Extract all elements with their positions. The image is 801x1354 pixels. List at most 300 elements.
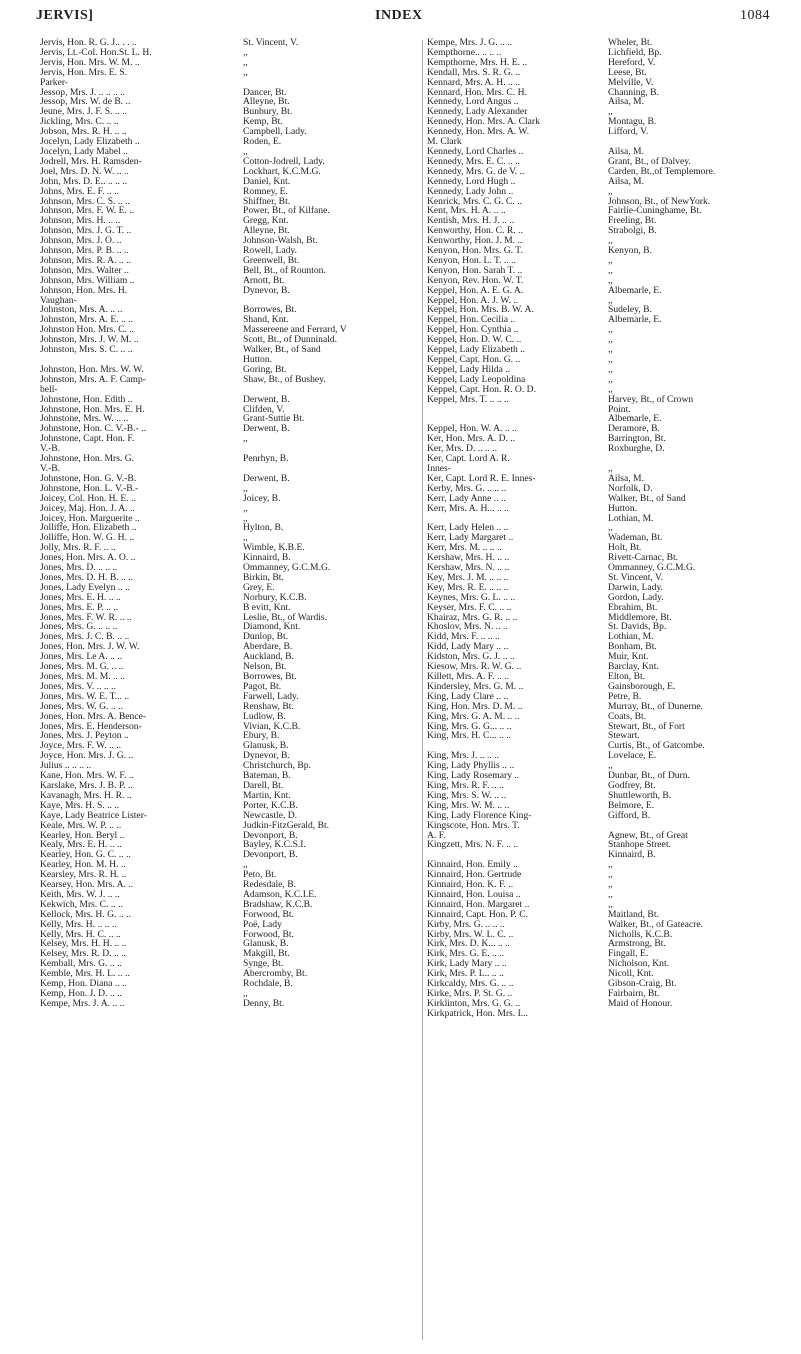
index-line: Kekwich, Mrs. C. .. .. xyxy=(40,898,123,910)
index-line: Kidd, Lady Mary .. .. xyxy=(427,641,509,653)
index-line: Johnson, Mrs. F. W. E. .. xyxy=(40,205,135,217)
index-line: Keppel, Hon. A. J. W. .. xyxy=(427,294,519,306)
index-line: Muir, Knt. xyxy=(608,652,649,663)
index-line: Bateman, B. xyxy=(243,771,291,781)
index-line: Martin, Knt. xyxy=(243,790,291,801)
index-line: Leese, Bt. xyxy=(608,67,647,78)
index-line: Shand, Knt. xyxy=(243,315,289,326)
index-line: Greenwell, Bt. xyxy=(243,255,300,266)
index-line: Johnson, Mrs. H. .. .. xyxy=(40,215,121,227)
index-line: Keynes, Mrs. G. L. .. .. xyxy=(427,591,516,603)
index-line: Keppel, Hon. Mrs. B. W. A. xyxy=(427,304,534,316)
index-line: Devonport, B. xyxy=(243,850,298,861)
index-line: St. Vincent, V. xyxy=(608,572,664,583)
index-line: Dunlop, Bt. xyxy=(243,632,289,643)
index-line: Darell, Bt. xyxy=(243,780,284,791)
names-column-1 xyxy=(40,38,240,1009)
index-line: Belmore, E. xyxy=(608,800,655,811)
titles-column-1 xyxy=(243,38,413,1009)
index-line: Johnson-Walsh, Bt. xyxy=(243,236,318,247)
index-line xyxy=(243,464,413,474)
index-line: Gibson-Craig, Bt. xyxy=(608,979,677,989)
index-line: Porter, K.C.B. xyxy=(243,800,298,811)
index-line: B evitt, Knt. xyxy=(243,602,291,613)
index-line: Kenworthy, Hon. J. M. .. xyxy=(427,235,523,247)
index-line: Wademan, Bt. xyxy=(608,533,663,544)
index-line: Johnston, Mrs. A. F. Camp- xyxy=(40,373,146,385)
index-line: Borrowes, Bt. xyxy=(243,305,297,316)
titles-column-2 xyxy=(608,38,798,1009)
index-line: Lifford, V. xyxy=(608,127,649,138)
index-line: Keppel, Capt. Hon. R. O. D. xyxy=(427,383,536,395)
index-line: Jones, Mrs. M. G. .. .. xyxy=(40,661,124,673)
index-line: Lovelace, E. xyxy=(608,751,657,762)
index-line: Kershaw, Mrs. H. .. .. xyxy=(427,552,510,564)
index-line: King, Mrs. J. .. .. .. xyxy=(427,750,499,762)
index-line: ,, xyxy=(608,345,613,355)
index-line: ,, xyxy=(608,107,613,118)
index-line: Kirklinton, Mrs. G. G. .. xyxy=(427,997,521,1009)
index-line: Kemp, Hon. Diana .. .. xyxy=(40,978,127,990)
index-line: Roxburghe, D. xyxy=(608,444,665,455)
index-line: Johnson, Hon. Mrs. H. xyxy=(40,284,128,296)
index-line: Johnson, Mrs. William .. xyxy=(40,274,135,286)
index-line: Ommanney, G.C.M.G. xyxy=(243,563,331,573)
index-line: Jocelyn, Lady Elizabeth .. xyxy=(40,136,140,148)
index-line: Barclay, Knt. xyxy=(608,662,659,672)
index-line: Barrington, Bt. xyxy=(608,434,666,445)
index-line: Joyce, Mrs. F. W. .. .. xyxy=(40,740,122,752)
index-line: Jones, Hon. Mrs. J. W. W. xyxy=(40,641,140,653)
index-line: Melville, V. xyxy=(608,77,654,88)
index-line: Bradshaw, K.C.B. xyxy=(243,899,313,910)
index-line: Kane, Hon. Mrs. W. F. .. xyxy=(40,770,134,782)
index-line: Kingscote, Hon. Mrs. T. xyxy=(427,819,520,831)
index-line: Kirk, Mrs. D. K... .. .. xyxy=(427,938,510,950)
header-left: JERVIS] xyxy=(36,8,94,23)
index-line: Kealy, Mrs. E. H. .. .. xyxy=(40,839,122,851)
index-line: Kiesow, Mrs. R. W. G. .. xyxy=(427,661,522,673)
index-line: Curtis, Bt., of Gatcombe. xyxy=(608,741,705,752)
index-line: King, Lady Clare .. .. xyxy=(427,690,509,702)
index-line: Johnstone, Hon. Mrs. G. xyxy=(40,453,135,465)
index-line: Norbury, K.C.B. xyxy=(243,592,307,603)
index-line: Kenyon, Hon. L. T. .. .. xyxy=(427,254,516,266)
index-line: Keppel, Lady Hilda .. xyxy=(427,363,511,375)
index-line: Vivian, K.C.B. xyxy=(243,721,301,732)
index-line: ,, xyxy=(608,325,613,336)
index-line: Gifford, B. xyxy=(608,810,651,821)
index-line: Johnstone, Hon. L. V.-B.- xyxy=(40,482,139,494)
index-line: Kearsley, Mrs. R. H. .. xyxy=(40,869,127,881)
index-line: Stewart, Bt., of Fort xyxy=(608,721,685,732)
index-line: Hereford, V. xyxy=(608,57,656,68)
index-line: Kent, Mrs. H. A. .. .. xyxy=(427,205,506,217)
index-line: Johnston, Mrs. A. E. .. .. xyxy=(40,314,134,326)
index-line: Devonport, B. xyxy=(243,830,298,841)
index-line: Sudeley, B. xyxy=(608,305,652,316)
index-line: Kearley, Hon. G. C. .. .. xyxy=(40,849,131,861)
index-line: ,, xyxy=(243,503,248,514)
index-line: Grant-Suttie Bt. xyxy=(243,414,305,425)
index-line: Ker, Capt. Lord A. R. xyxy=(427,453,510,465)
index-line: Ker, Hon. Mrs. A. D. .. xyxy=(427,433,516,445)
index-line: Kaye, Mrs. H. S. .. .. xyxy=(40,799,120,811)
index-line: King, Lady Florence King- xyxy=(427,809,532,821)
index-line: Nicoll, Knt. xyxy=(608,969,654,980)
index-line: ,, xyxy=(243,989,248,999)
index-line: Ker, Capt. Lord R. E. Innes- xyxy=(427,472,536,484)
index-line xyxy=(243,385,413,395)
index-line: ,, xyxy=(608,880,613,890)
index-line: Jones, Mrs. G. .. .. .. xyxy=(40,621,118,633)
index-line: Roden, E. xyxy=(243,137,282,147)
index-line: Kelsey, Mrs. R. D. .. .. xyxy=(40,948,126,960)
index-line: Leslie, Bt., of Wardis. xyxy=(243,612,328,623)
index-line: Power, Bt., of Kilfane. xyxy=(243,206,330,217)
index-line: ,, xyxy=(608,899,613,910)
index-line: Jones, Mrs. W. G. .. .. xyxy=(40,700,123,712)
index-line: Keppel, Capt. Hon. G. .. xyxy=(427,354,521,365)
index-line: Johnson, Mrs. J. G. T. .. xyxy=(40,225,132,237)
index-line: ,, xyxy=(608,374,613,385)
index-line: Kidston, Mrs. G. J. .. .. xyxy=(427,651,515,663)
index-line: Dynevor, B. xyxy=(243,751,290,762)
index-line: Keith, Mrs. W. J. .. .. xyxy=(40,888,120,900)
index-line xyxy=(608,137,798,147)
index-line: Jervis, Hon. Mrs. E. S. xyxy=(40,66,128,78)
index-line: Romney, E. xyxy=(243,186,288,197)
index-line: Kelly, Mrs. H. C. .. .. xyxy=(40,928,121,940)
index-line: Hutton. xyxy=(243,355,273,365)
index-line: Fingall, E. xyxy=(608,949,649,960)
index-line: King, Mrs. S. W. .. .. xyxy=(427,789,507,801)
index-line: Maid of Honour. xyxy=(608,998,673,1009)
index-line: Adamson, K.C.I.E. xyxy=(243,889,317,900)
index-line: Jones, Hon. Mrs. A. O. .. xyxy=(40,552,136,564)
index-line: Montagu, B. xyxy=(608,117,657,128)
index-line: King, Mrs. W. M. .. .. xyxy=(427,799,510,811)
index-line: Hutton. xyxy=(608,503,638,514)
index-line: Kinnaird, Hon. Gertrude xyxy=(427,869,522,881)
index-line: Diamond, Knt. xyxy=(243,622,301,633)
index-line: Vaughan- xyxy=(40,294,77,306)
index-line: Ommanney, G.C.M.G. xyxy=(608,563,696,573)
index-line: Kerr, Lady Margaret .. xyxy=(427,532,514,544)
index-line: ,, xyxy=(608,523,613,534)
index-line: King, Mrs. G. A. M. .. .. xyxy=(427,710,520,722)
index-line: Norfolk, D. xyxy=(608,483,653,494)
index-line: Johnstone, Mrs. W. .. .. xyxy=(40,413,129,425)
index-line: Kirk, Lady Mary .. .. xyxy=(427,958,507,970)
index-line: Kempthorne.. .. .. .. xyxy=(427,46,502,58)
index-line: Kirk, Mrs. P. L.. .. .. xyxy=(427,968,504,980)
index-line: Ker, Mrs. D. .. .. .. xyxy=(427,443,497,455)
index-line: Jones, Lady Evelyn .. .. xyxy=(40,581,130,593)
index-line: Kerby, Mrs. G. .. .. .. xyxy=(427,482,507,494)
index-line: ,, xyxy=(243,47,248,58)
index-line: ,, xyxy=(608,384,613,395)
index-line: Jervis, Hon. Mrs. W. M. .. xyxy=(40,56,140,68)
index-line: Kenrick, Mrs. C. G. C. .. xyxy=(427,195,522,207)
index-line: Gregg, Knt. xyxy=(243,216,289,227)
index-line: Johnstone, Hon. Edith .. xyxy=(40,393,133,405)
index-line: Keppel, Hon. D. W. C. .. xyxy=(427,334,522,346)
index-line: Auckland, B. xyxy=(243,652,294,663)
index-line: Kinnaird, Hon. Louisa .. xyxy=(427,888,521,900)
index-line: Glanusk, B. xyxy=(243,741,289,752)
index-line: Johnson, Mrs. R. A. .. .. xyxy=(40,254,131,266)
index-line: V.-B. xyxy=(40,462,61,474)
index-line: Wimble, K.B.E. xyxy=(243,543,305,554)
index-line xyxy=(243,444,413,454)
index-line: Jones, Mrs. M. M. .. .. xyxy=(40,671,126,682)
index-line: Johnstone, Hon. Mrs. E. H. xyxy=(40,403,145,415)
index-line: King, Mrs. R. F. .. .. xyxy=(427,779,504,791)
index-line: Lothian, M. xyxy=(608,632,654,643)
index-line xyxy=(243,78,413,88)
index-line: Redesdale, B. xyxy=(243,880,297,890)
index-line: Cotton-Jodrell, Lady. xyxy=(243,156,325,167)
index-line: Jodrell, Mrs. H. Ramsden- xyxy=(40,155,142,167)
index-line: King, Mrs. G. G... .. .. xyxy=(427,720,512,732)
index-line: Kirby, Mrs. W. L. C. .. xyxy=(427,928,514,940)
index-line: ,, xyxy=(608,186,613,197)
index-line: Armstrong, Bt. xyxy=(608,939,666,950)
index-line: Kendall, Mrs. S. R. G. .. xyxy=(427,66,521,78)
index-line: Kinnaird, Hon. K. F. .. xyxy=(427,879,514,891)
index-line: Jolliffe, Hon. Elizabeth .. xyxy=(40,522,137,534)
index-line: ,, xyxy=(243,57,248,68)
index-line: Bayley, K.C.S.I. xyxy=(243,840,306,851)
index-line: Harvey, Bt., of Crown xyxy=(608,394,694,405)
index-line: Ludlow, B. xyxy=(243,711,286,722)
index-line: Arnott, Bt. xyxy=(243,275,285,286)
index-line: Jones, Mrs. J. C. B. .. .. xyxy=(40,631,130,643)
index-line: King, Hon. Mrs. D. M. .. xyxy=(427,700,523,712)
index-line: Kellock, Mrs. H. G. .. .. xyxy=(40,908,131,920)
index-line: Walker, Bt., of Gateacre. xyxy=(608,919,703,930)
index-line: Joicey, Maj. Hon. J. A. .. xyxy=(40,502,135,514)
index-line: Kearley, Hon. Beryl .. xyxy=(40,829,125,841)
index-line: Massereene and Ferrard, V xyxy=(243,325,347,336)
index-line: Bunbury, Bt. xyxy=(243,107,293,118)
index-line: Kennedy, Lord Hugh .. xyxy=(427,175,516,187)
index-line: Jickling, Mrs. C. .. .. xyxy=(40,116,119,128)
index-line: Johnson, Mrs. P. B. .. .. xyxy=(40,245,129,257)
index-line: Joicey, B. xyxy=(243,493,281,504)
index-line: ,, xyxy=(608,889,613,900)
index-line: Alleyne, Bt. xyxy=(243,226,290,237)
index-line: Agnew, Bt., of Great xyxy=(608,830,688,841)
index-line: Channing, B. xyxy=(608,87,659,98)
index-line: Aberdare, B. xyxy=(243,642,293,653)
page-number: 1084 xyxy=(740,8,770,23)
index-line: Kinnaird, Capt. Hon. P. C. xyxy=(427,908,529,920)
index-line: Johnston, Mrs. A. .. .. xyxy=(40,304,123,316)
index-line: Stanhope Street. xyxy=(608,840,671,851)
index-line: Alleyne, Bt. xyxy=(243,97,290,108)
index-line: Kennedy, Lady John .. xyxy=(427,185,514,197)
index-line: Kennedy, Lady Alexander xyxy=(427,106,528,118)
index-line: Borrowes, Bt. xyxy=(243,672,297,682)
index-line: Petre, B. xyxy=(608,691,642,702)
index-line: Albemarle, E. xyxy=(608,414,662,425)
index-line: Dunbar, Bt., of Durn. xyxy=(608,771,690,781)
index-line: Freeling, Bt. xyxy=(608,216,657,227)
index-line: St. Vincent, V. xyxy=(243,38,299,48)
index-line: Grant, Bt., of Dalvey. xyxy=(608,156,691,167)
index-line: Ailsa, M. xyxy=(608,97,644,108)
index-line: ,, xyxy=(608,364,613,375)
index-line: Ebury, B. xyxy=(243,731,280,742)
index-line: Johnstone, Capt. Hon. F. xyxy=(40,433,135,445)
index-line: Jones, Mrs. D. H. B. .. .. xyxy=(40,571,134,583)
index-line: Point. xyxy=(608,404,631,415)
index-line: ,, xyxy=(608,265,613,276)
index-line: Kemp, Hon. J. D. .. .. xyxy=(40,988,122,999)
index-line: Parker- xyxy=(40,76,69,88)
index-line: Karslake, Mrs. J. B. P. .. xyxy=(40,779,133,791)
index-line: Kennedy, Lord Charles .. xyxy=(427,145,524,157)
column-divider xyxy=(422,40,423,1340)
index-line: Kentish, Mrs. H. J. .. .. xyxy=(427,215,515,227)
index-line: Kerr, Mrs. A. H... .. .. xyxy=(427,502,509,514)
index-line: Rowell, Lady. xyxy=(243,246,297,256)
index-line: Jocelyn, Lady Mabel .. xyxy=(40,145,128,157)
index-line: Kenyon, B. xyxy=(608,246,652,256)
index-line: Killett, Mrs. A. F. .. .. xyxy=(427,671,510,682)
index-line: Kearsey, Hon. Mrs. A. .. xyxy=(40,879,134,891)
index-line: V.-B. xyxy=(40,443,61,455)
index-line: Johnston, Mrs. J. W. M. .. xyxy=(40,334,139,346)
index-line: Johnson, Bt., of NewYork. xyxy=(608,196,711,207)
index-line: Rochdale, B. xyxy=(243,979,293,989)
index-line: Johnston, Mrs. S. C. .. .. xyxy=(40,344,133,356)
index-line: Renshaw, Bt. xyxy=(243,701,294,712)
header-center: INDEX xyxy=(375,8,423,23)
index-line: Hylton, B. xyxy=(243,523,284,534)
index-line: Kavanagh, Mrs. H. R. .. xyxy=(40,789,132,801)
index-line: ,, xyxy=(243,533,248,544)
index-line: ,, xyxy=(608,870,613,881)
index-line: Jobson, Mrs. R. H. .. .. xyxy=(40,126,127,138)
index-line: Kenyon, Hon. Sarah T. .. xyxy=(427,264,523,276)
page-header xyxy=(0,8,801,34)
index-line: ,, xyxy=(608,275,613,286)
index-line: Kearley, Hon. M. H. .. xyxy=(40,859,126,871)
index-line: Lichfield, Bp. xyxy=(608,47,662,58)
index-line: Kerr, Lady Anne .. .. xyxy=(427,492,506,504)
index-line: Dancer, Bt. xyxy=(243,87,287,98)
index-line: Rivett-Carnac, Bt. xyxy=(608,553,679,564)
index-line: Bell, Bt., of Rounton. xyxy=(243,265,326,276)
index-line: Judkin-FitzGerald, Bt. xyxy=(243,820,330,831)
index-line: Keppel, Hon. A. E. G. A. xyxy=(427,284,524,296)
index-line: Jones, Hon. Mrs. A. Bence- xyxy=(40,710,147,722)
index-line: Kirkpatrick, Hon. Mrs. I... xyxy=(427,1007,528,1019)
index-line: King, Lady Phyllis .. .. xyxy=(427,760,515,772)
index-line: Jones, Mrs. E. P. .. .. xyxy=(40,601,119,613)
index-line: Kennedy, Hon. Mrs. A. W. xyxy=(427,126,529,138)
index-line: Kinnaird, Hon. Margaret .. xyxy=(427,898,530,910)
index-line: Darwin, Lady. xyxy=(608,582,664,593)
index-line: Ailsa, M. xyxy=(608,146,644,157)
index-line: Kelly, Mrs. H. .. .. .. xyxy=(40,918,117,930)
index-line: Jones, Mrs. J. Peyton .. xyxy=(40,730,129,742)
index-line: Khoslov, Mrs. N. .. .. xyxy=(427,621,508,633)
index-line: Bonham, Bt. xyxy=(608,642,657,653)
index-line: Keppel, Hon. W. A. .. .. xyxy=(427,423,517,435)
index-line: Jessop, Mrs. W. de B. .. xyxy=(40,96,131,108)
index-line: Jolliffe, Hon. W. G. H. .. xyxy=(40,532,135,544)
index-line: Jeune, Mrs. J. F. S. .. .. xyxy=(40,106,127,118)
index-line: Khairaz, Mrs. G. R. .. .. xyxy=(427,611,518,623)
index-line: ,, xyxy=(243,860,248,871)
index-line xyxy=(608,821,798,831)
index-line: Peto, Bt. xyxy=(243,870,277,881)
index-line: Scott, Bt., of Dunninald. xyxy=(243,335,338,346)
index-line: Derwent, B. xyxy=(243,394,290,405)
index-line: Jervis, Hon. R. G. J.. . . .. xyxy=(40,37,137,48)
index-line: Ebrahim, Bt. xyxy=(608,602,658,613)
index-line: ,, xyxy=(243,67,248,78)
index-line: Poë, Lady xyxy=(243,919,282,930)
index-line: Kennedy, Mrs. E. C. .. .. xyxy=(427,155,520,167)
index-line: ,, xyxy=(608,236,613,247)
index-line: Pagot, Bt. xyxy=(243,681,282,692)
index-line: Shaw, Bt., of Bushey. xyxy=(243,374,326,385)
index-line: Johnson, Mrs. C. S. .. .. xyxy=(40,195,130,207)
index-line: Kingzett, Mrs. N. F. .. .. xyxy=(427,839,519,851)
index-line: Jones, Mrs. V. .. .. .. xyxy=(40,680,116,692)
index-line: Carden, Bt.,of Templemore. xyxy=(608,166,716,177)
index-line: Walker, Bt., of Sand xyxy=(608,493,686,504)
index-line: Jones, Mrs. W. E. T... .. xyxy=(40,690,130,702)
index-line: Maitland, Bt. xyxy=(608,909,659,920)
index-line: Kennedy, Lord Angus .. xyxy=(427,96,519,108)
index-line: Kempthorne, Mrs. H. E. .. xyxy=(427,56,528,68)
index-line: ,, xyxy=(608,295,613,306)
index-line: Albemarle, E. xyxy=(608,315,662,326)
index-line: Kinnaird, B. xyxy=(608,850,656,861)
index-line: Middlemore, Bt. xyxy=(608,612,672,623)
index-line: Jones, Mrs. E. Henderson- xyxy=(40,720,142,732)
index-line: Farwell, Lady. xyxy=(243,691,299,702)
index-line xyxy=(608,454,798,464)
index-line: Clifden, V. xyxy=(243,404,285,415)
index-line: Kirkcaldy, Mrs. G. .. .. xyxy=(427,978,514,990)
index-line: Kemble, Mrs. H. L. .. .. xyxy=(40,968,130,980)
index-line: Jones, Mrs. E. H. .. .. xyxy=(40,591,121,603)
index-line: Keppel, Hon. Cynthia .. xyxy=(427,324,519,336)
index-line: ,, xyxy=(608,335,613,346)
index-line: ,, xyxy=(243,483,248,494)
index-line: Ailsa, M. xyxy=(608,473,644,484)
index-line: Johnstone, Hon. C. V.-B.- .. xyxy=(40,423,146,435)
index-line: Keppel, Hon. Cecilia .. xyxy=(427,314,516,326)
index-line: Kerr, Mrs. M. .. .. .. xyxy=(427,542,502,554)
index-line: Shiffner, Bt. xyxy=(243,196,291,207)
index-line: Goring, Bt. xyxy=(243,364,287,375)
index-line: Albemarle, E. xyxy=(608,285,662,296)
index-line: Ailsa, M. xyxy=(608,176,644,187)
index-line: Kempe, Mrs. J. G. .. .. xyxy=(427,37,513,48)
index-line: ,, xyxy=(243,513,248,524)
index-line: M. Clark xyxy=(427,136,462,148)
index-line: King, Mrs. H. C... .. .. xyxy=(427,730,511,742)
index-line: Kirk, Mrs. G. E. .. .. xyxy=(427,948,505,960)
